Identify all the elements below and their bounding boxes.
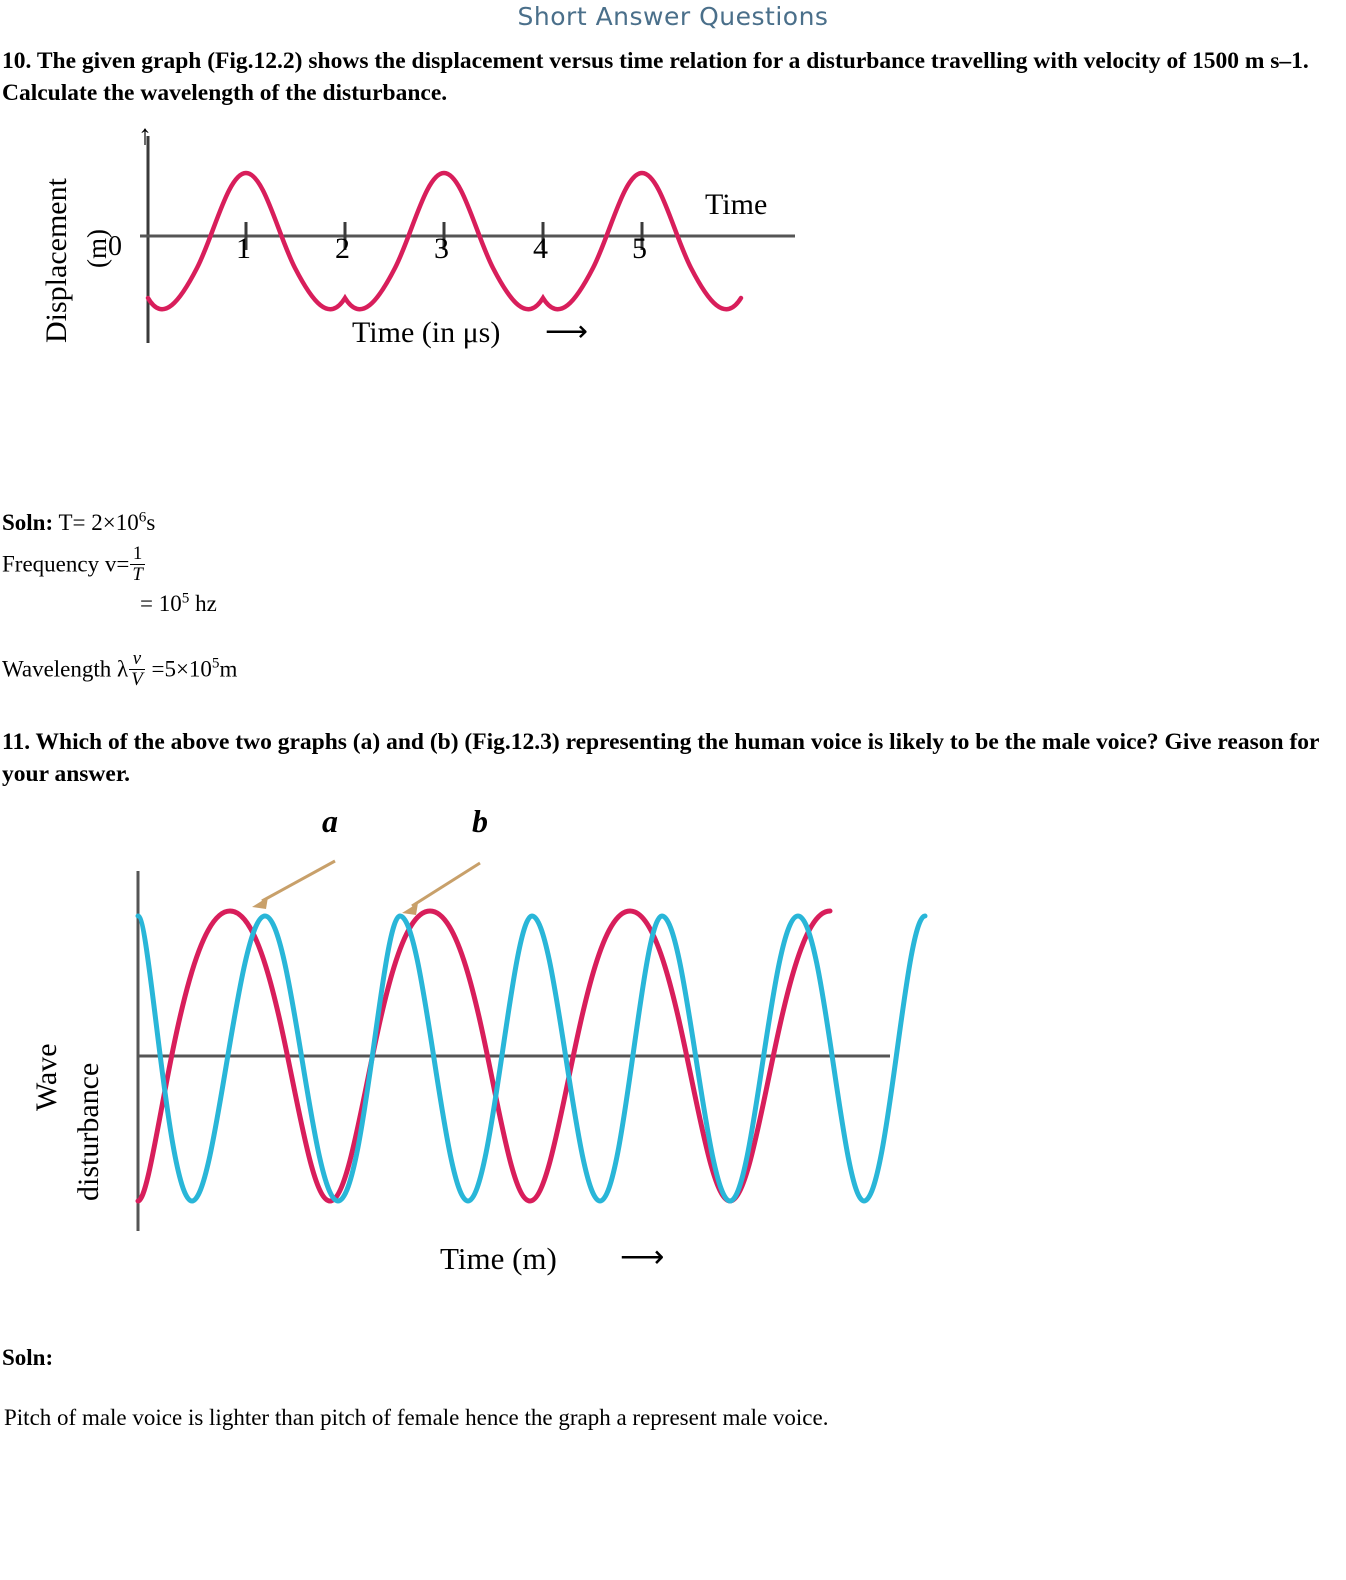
- solution-10-result-exponent: 5: [181, 589, 190, 607]
- figure-12-2-tick-label-1: 1: [236, 231, 251, 265]
- figure-12-3-xlabel: Time (m): [440, 1240, 557, 1276]
- figure-12-2-tick-label-2: 2: [335, 231, 350, 265]
- figure-12-2: [0, 119, 1000, 428]
- figure-12-3-curve-a-label: a: [322, 802, 338, 839]
- figure-12-2-origin-label: 0: [108, 230, 122, 262]
- figure-12-2-tick-label-3: 3: [434, 231, 449, 265]
- solution-10-frequency-fraction: [130, 544, 145, 585]
- solution-10-period-prefix: T= 2×10: [58, 509, 139, 535]
- solution-10-period-exponent: 6: [138, 508, 147, 526]
- solution-10-frequency-prefix: Frequency v=: [2, 551, 130, 577]
- figure-12-2-ylabel-displacement: Displacement: [40, 177, 73, 343]
- solution-10-line-1: [2, 506, 1346, 541]
- figure-12-3-svg: [0, 801, 1010, 1301]
- solution-10-line-3: [140, 587, 1346, 622]
- figure-12-3: [0, 801, 1010, 1301]
- solution-10-line-4: [2, 649, 1346, 690]
- solution-10-wavelength-fraction: [129, 649, 145, 690]
- figure-12-2-xlabel: Time (in μs): [352, 315, 501, 349]
- figure-12-2-time-label: Time: [705, 187, 768, 221]
- solution-10-wavelength-exponent: 5: [211, 655, 220, 673]
- solution-10-period-suffix: s: [146, 509, 156, 535]
- solution-10-label: Soln:: [2, 509, 54, 535]
- question-10-text: 10. The given graph (Fig.12.2) shows the displacement versus time relation for a disturbance travelling with velocity of 1500 m s–1. Calculate the wavelength of the disturbance.: [2, 48, 1309, 107]
- figure-12-3-ylabel-wave: Wave: [30, 1043, 63, 1111]
- solution-10-wavelength-suffix: m: [219, 656, 238, 682]
- figure-12-2-ylabel-unit: (m): [82, 228, 112, 268]
- page-title: Short Answer Questions: [517, 2, 829, 31]
- solution-10-wavelength-mid: =5×10: [145, 656, 212, 682]
- solution-11-label: Soln:: [2, 1344, 54, 1370]
- figure-12-3-curve-b-label: b: [472, 802, 488, 839]
- figure-12-2-svg: [0, 128, 1000, 428]
- solution-10-result-suffix: hz: [189, 590, 217, 616]
- question-11-text: 11. Which of the above two graphs (a) and (b) (Fig.12.3) representing the human voice is likely to be the male voice? Give reason for your answer.: [2, 729, 1320, 788]
- solution-11: [2, 1341, 1346, 1436]
- figure-12-2-tick-label-4: 4: [533, 231, 548, 265]
- solution-10-line-2: [2, 544, 1346, 585]
- figure-12-2-tick-label-5: 5: [632, 231, 647, 265]
- solution-10-result-prefix: = 10: [140, 590, 182, 616]
- fraction-numerator: 1: [132, 543, 143, 565]
- fraction-numerator: v: [132, 648, 142, 670]
- fraction-denominator: V: [131, 669, 143, 691]
- fraction-denominator: T: [132, 564, 143, 586]
- solution-11-answer: Pitch of male voice is lighter than pitch of female hence the graph a represent male voice.: [4, 1405, 829, 1431]
- figure-12-2-xlabel-arrow-icon: ⟶: [545, 314, 589, 348]
- solution-10: [2, 506, 1346, 690]
- figure-12-3-ylabel-disturbance: disturbance: [72, 1062, 105, 1201]
- y-axis-arrow-icon: ↑: [138, 119, 152, 151]
- solution-10-wavelength-prefix: Wavelength λ: [2, 656, 129, 682]
- figure-12-3-xlabel-arrow-icon: ⟶: [620, 1238, 665, 1274]
